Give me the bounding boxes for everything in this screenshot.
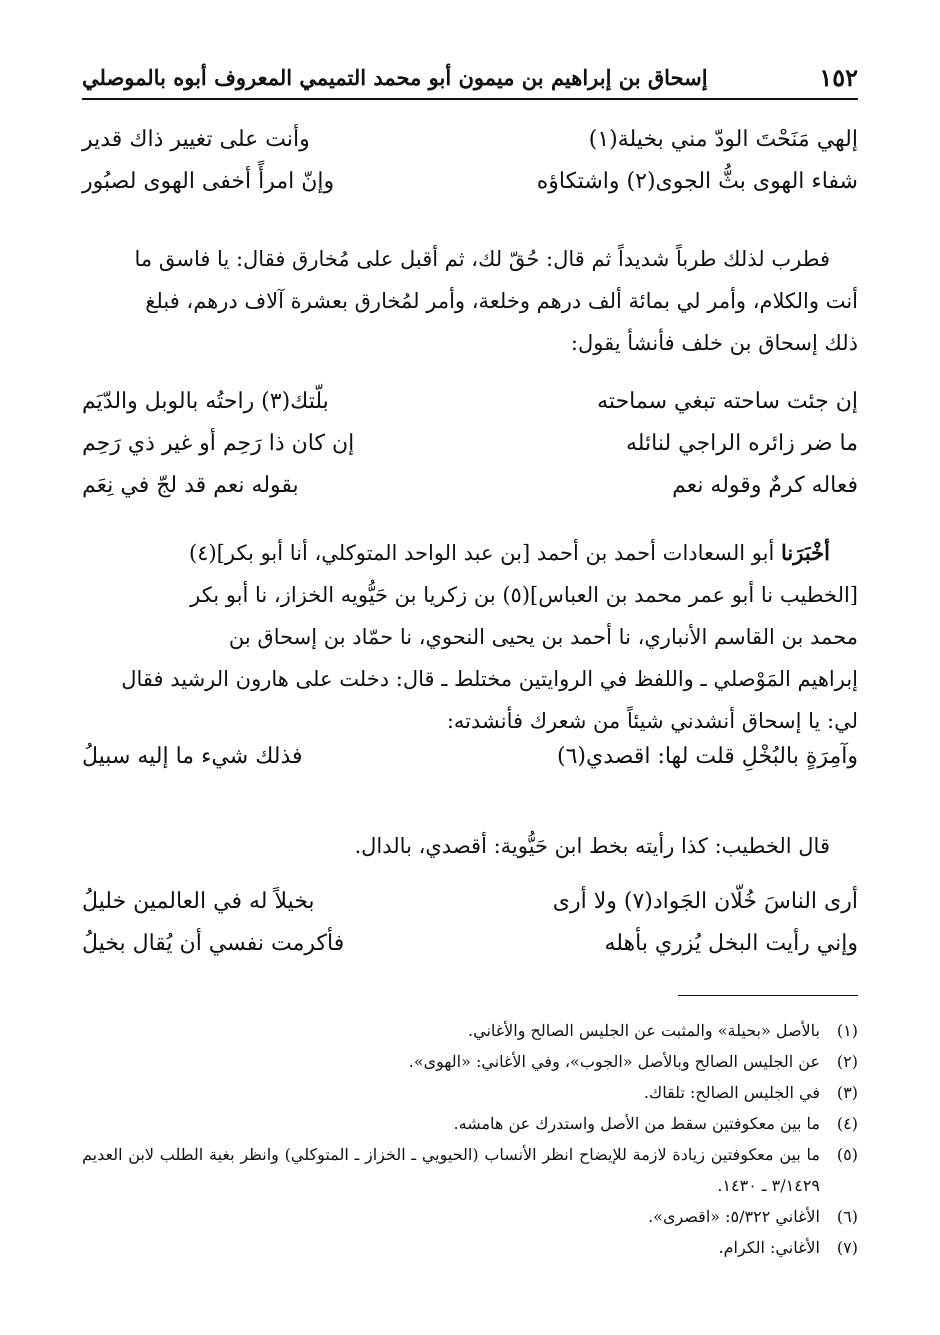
footnote [82,1046,858,1077]
verse-line [82,160,858,202]
footnote [82,1139,858,1201]
footnote [82,1201,858,1232]
footnote-text: ما بين معكوفتين سقط من الأصل واستدرك عن هامشه. [453,1114,820,1133]
poem-block-1 [82,118,858,202]
footnote-text: الأغاني ٥/٣٢٢: «اقصرى». [648,1207,820,1226]
verse-second-hemistich: فأكرمت نفسي أن يُقال بخيلُ [82,930,345,956]
text-line: أنت والكلام، وأمر لي بمائة ألف درهم وخلعة، وأمر لمُخارق بعشرة آلاف درهم، فبلغ [145,289,858,313]
text-line [82,532,858,574]
verse-first-hemistich: أرى الناسَ خُلّان الجَواد(٧) ولا أرى [552,888,858,914]
verse-first-hemistich: فعاله كرمٌ وقوله نعم [672,472,858,498]
footnote-text: الأغاني: الكرام. [718,1238,820,1257]
verse-second-hemistich: وإنّ امرأً أخفى الهوى لصبُور [82,168,335,194]
verse-line [82,118,858,160]
verse-first-hemistich: وآمِرَةٍ بالبُخْلِ قلت لها: اقصدي(٦) [556,743,858,769]
footnote-number: (١) [836,1021,858,1040]
poem-block-4 [82,880,858,964]
verse-line [82,380,858,422]
verse-line [82,464,858,506]
footnote-number: (٧) [836,1238,858,1257]
verse-second-hemistich: بخيلاً له في العالمين خليلُ [82,888,315,914]
text-line: [الخطيب نا أبو عمر محمد بن العباس](٥) بن زكريا بن حَيُّويه الخزاز، نا أبو بكر [190,583,858,607]
footnotes [82,1015,858,1263]
page-header [82,56,858,100]
page-number: ١٥٢ [819,62,858,92]
verse-first-hemistich: إلهي مَنَحْتَ الودّ مني بخيلة(١) [588,126,858,152]
text-line: فطرب لذلك طرباً شديداً ثم قال: حُقّ لك، ثم أقبل على مُخارق فقال: يا فاسق ما [134,247,830,271]
verse-line [82,880,858,922]
verse-line [82,735,858,777]
paragraph-1 [82,238,858,364]
footnote [82,1232,858,1263]
footnote [82,1077,858,1108]
footnote-text: عن الجليس الصالح وبالأصل «الجوب»، وفي الأغاني: «الهوى». [408,1052,820,1071]
verse-second-hemistich: إن كان ذا رَحِم أو غير ذي رَحِم [82,430,355,456]
footnote-text: ما بين معكوفتين زيادة لازمة للإيضاح انظر الأنساب (الحيويي ـ الخزاز ـ المتوكلي) وانظر بغية الطلب لابن العديم ٣/١٤٢٩ ـ ١٤٣٠. [82,1145,821,1195]
footnote-divider [678,995,858,996]
poem-block-3 [82,735,858,777]
text-span: أبو السعادات أحمد بن أحمد [بن عبد الواحد المتوكلي، أنا أبو بكر](٤) [189,541,775,565]
footnote-number: (٢) [836,1052,858,1071]
verse-first-hemistich: إن جئت ساحته تبغي سماحته [597,388,858,414]
footnote-text: بالأصل «بحيلة» والمثبت عن الجليس الصالح والأغاني. [468,1021,820,1040]
footnote-number: (٤) [836,1114,858,1133]
text-line: محمد بن القاسم الأنباري، نا أحمد بن يحيى النحوي، نا حمّاد بن إسحاق بن [228,625,858,649]
verse-second-hemistich: بقوله نعم قد لجّ في نِعَم [82,472,299,498]
verse-first-hemistich: شفاء الهوى بثُّ الجوى(٢) واشتكاؤه [536,168,858,194]
paragraph-3 [82,825,858,867]
text-line: إبراهيم المَوْصلي ـ واللفظ في الروايتين مختلط ـ قال: دخلت على هارون الرشيد فقال [121,667,858,691]
paragraph-2 [82,532,858,742]
verse-line [82,422,858,464]
running-title: إسحاق بن إبراهيم بن ميمون أبو محمد التميمي المعروف أبوه بالموصلي [82,64,708,90]
verse-second-hemistich: فذلك شيء ما إليه سبيلُ [82,743,303,769]
footnote [82,1015,858,1046]
footnote-text: في الجليس الصالح: تلقاك. [643,1083,820,1102]
footnote-number: (٦) [836,1207,858,1226]
text-line: قال الخطيب: كذا رأيته بخط ابن حَيُّوية: أقصدي، بالدال. [354,834,830,858]
poem-block-2 [82,380,858,506]
text-line: ذلك إسحاق بن خلف فأنشأ يقول: [570,331,858,355]
verse-line [82,922,858,964]
text-line: لي: يا إسحاق أنشدني شيئاً من شعرك فأنشدته: [446,709,858,733]
verse-second-hemistich: وأنت على تغيير ذاك قدير [82,126,310,152]
footnote-number: (٣) [836,1083,858,1102]
footnote [82,1108,858,1139]
isnad-lead-word: أخْبَرَنا [781,540,830,565]
verse-second-hemistich: بلّتك(٣) راحتُه بالوبل والدّيَم [82,388,329,414]
verse-first-hemistich: وإني رأيت البخل يُزري بأهله [604,930,858,956]
footnote-number: (٥) [836,1145,858,1164]
verse-first-hemistich: ما ضر زائره الراجي لنائله [625,430,858,456]
